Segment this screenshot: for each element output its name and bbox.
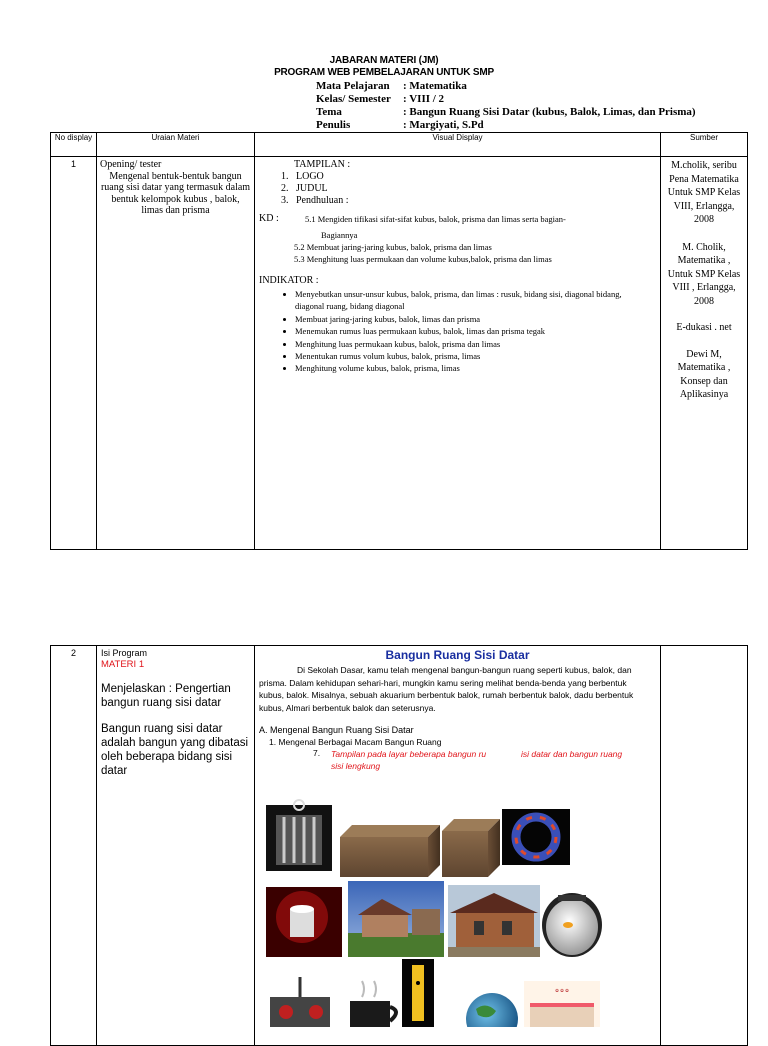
sumber-item: E-dukasi . net [676,322,732,333]
torus-picture [502,809,570,865]
header-no: No display [51,133,97,157]
indikator-item: • Menghitung volume kubus, balok, prisma, limas [295,362,646,374]
sumber-item: M.cholik, seribu Pena Matematika Untuk SMP Kelas VIII, Erlangga, 2008 [667,160,741,225]
kd-block [259,211,656,263]
row1-visual [255,157,661,550]
header-visual: Visual Display [255,133,661,157]
meta-key-theme: Tema [316,106,342,118]
kd-item: Bagiannya [321,230,358,240]
meta-key-class: Kelas/ Semester [316,93,391,105]
cylinder-picture [266,887,342,957]
robot-picture [270,977,330,1027]
uraian-body: Mengenal bentuk-bentuk bangun ruang sisi datar yang termasuk dalam bentuk kelompok kubus , balok, limas dan prisma [100,170,251,216]
tampilan-item: 1. LOGO [281,171,324,182]
tampilan-item: 3. Pendhuluan : [281,195,349,206]
note-part-a: Tampilan pada layar beberapa bangun ru [331,749,487,759]
section-a: A. Mengenal Bangun Ruang Sisi Datar [259,725,414,735]
red-note [259,748,656,774]
menjelaskan-text: Menjelaskan : Pengertian bangun ruang sisi datar [101,683,231,709]
indikator-item: • Menentukan rumus volum kubus, balok, prisma, limas [295,350,646,362]
row1-no: 1 [51,157,97,550]
meta-value-theme: : Bangun Ruang Sisi Datar (kubus, Balok, Limas, dan Prisma) [403,106,696,118]
house-picture [448,885,540,957]
pencil-picture [402,959,434,1027]
note-part-b: isi datar dan bangun ruang [521,749,623,759]
isi-program-label: Isi Program [101,648,148,658]
sumber-item: M. Cholik, Matematika , Untuk SMP Kelas VIII , Erlangga, 2008 [667,241,741,307]
definisi-text: Bangun ruang sisi datar adalah bangun yang dibatasi oleh beberapa bidang sisi datar [101,723,249,777]
meta-value-author: : Margiyati, S.Pd [403,119,484,131]
wooden-box-picture [340,825,440,877]
meta-key-author: Penulis [316,119,351,131]
tampilan-label: TAMPILAN : [294,159,351,170]
row1-uraian [97,157,255,550]
kd-item: 5.3 Menghitung luas permukaan dan volume kubus,balok, prisma dan limas [294,254,552,264]
visual-title: Bangun Ruang Sisi Datar [385,648,530,662]
kd-label: KD : [259,213,279,224]
note-num: 7. [313,748,321,758]
uraian-title: Opening/ tester [100,159,162,170]
sub-section-1: 1. Mengenal Berbagai Macam Bangun Ruang [269,737,442,747]
header-sumber: Sumber [661,133,748,157]
row1-sumber [661,157,748,550]
mug-picture [350,981,396,1027]
meta-value-subject: : Matematika [403,80,467,92]
doc-title: JABARAN MATERI (JM) [329,55,439,66]
object-pictures [262,797,602,1027]
kd-item: 5.2 Membuat jaring-jaring kubus, balok, prisma dan limas [294,242,492,252]
meta-value-class: : VIII / 2 [403,93,445,105]
svg-text:✿ ✿ ✿: ✿ ✿ ✿ [555,988,569,993]
row2-uraian [97,646,255,1046]
meta-key-subject: Mata Pelajaran [316,80,390,92]
globe-picture [466,993,518,1027]
sumber-item: Dewi M, Matematika , Konsep dan Aplikasinya [677,348,731,400]
meta-block [316,80,736,136]
tampilan-list [259,171,656,207]
row2-sumber [661,646,748,1046]
indikator-label: INDIKATOR : [259,275,319,286]
cake-picture [524,981,600,1027]
materi-label: MATERI 1 [101,659,145,670]
header-uraian: Uraian Materi [97,133,255,157]
note-part-c: sisi lengkung [331,761,381,771]
row2-no: 2 [51,646,97,1046]
fishbowl-picture [542,893,602,957]
indikator-item: • Menemukan rumus luas permukaan kubus, balok, limas dan prisma tegak [295,325,646,337]
indikator-item: • Membuat jaring-jaring kubus, balok, limas dan prisma [295,313,646,325]
doc-subtitle: PROGRAM WEB PEMBELAJARAN UNTUK SMP [274,67,494,78]
indikator-item: • Menyebutkan unsur-unsur kubus, balok, prisma, dan limas : rusuk, bidang sisi, diagonal bidang, diagonal ruang, bidang diagonal [295,288,646,313]
kd-item: 5.1 Mengiden tifikasi sifat-sifat kubus, balok, prisma dan limas serta bagian- [305,214,566,224]
table-jabaran-1 [50,132,748,550]
indikator-item: • Menghitung luas permukaan kubus, balok, prisma dan limas [295,338,646,350]
wooden-box-picture [442,819,500,877]
tampilan-item: 2. JUDUL [281,183,328,194]
cage-picture [266,800,332,871]
house-picture [348,881,444,957]
visual-paragraph: Di Sekolah Dasar, kamu telah mengenal bangun-bangun ruang seperti kubus, balok, dan prisma. Dalam kehidupan sehari-hari, mungkin kamu sering melihat benda-benda yang berbentuk kubus, balok. Misalnya, sebuah akuarium berbentuk balok, rumah berbentuk balok, dadu berbentuk kubus, Almari berbentuk balok dan seterusnya. [259,665,634,713]
indikator-list [259,288,656,375]
